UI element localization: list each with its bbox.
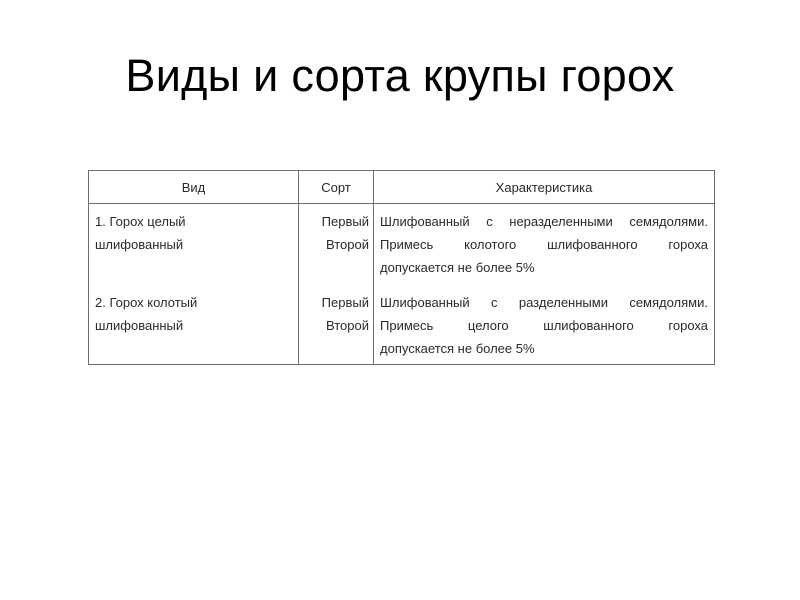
cell-characteristic — [374, 204, 715, 292]
pea-grades-table — [88, 170, 715, 365]
kind-text-line: 1. Горох целый — [95, 214, 186, 229]
kind-text-line: шлифованный — [95, 318, 184, 333]
grade-text-line: Второй — [326, 318, 369, 333]
characteristic-text-line: Шлифованный с разделенными семядолями. — [380, 295, 708, 310]
table-header-row — [89, 171, 715, 204]
kind-text-line: 2. Горох колотый — [95, 295, 198, 310]
grade-text-line: Первый — [321, 295, 369, 310]
characteristic-text-line: Примесь колотого шлифованного гороха — [380, 237, 708, 252]
cell-characteristic — [374, 291, 715, 365]
cell-grade — [299, 204, 374, 292]
header-grade: Сорт — [299, 171, 374, 204]
slide-title: Виды и сорта крупы горох — [125, 50, 675, 101]
cell-kind — [89, 204, 299, 292]
cell-kind — [89, 291, 299, 365]
grade-text-line: Первый — [321, 214, 369, 229]
table-row — [89, 291, 715, 365]
characteristic-text-line: допускается не более 5% — [380, 341, 535, 356]
characteristic-text-line: Шлифованный с неразделенными семядолями. — [380, 214, 708, 229]
table-row — [89, 204, 715, 292]
kind-text-line: шлифованный — [95, 237, 184, 252]
characteristic-text-line: допускается не более 5% — [380, 260, 535, 275]
grade-text-line: Второй — [326, 237, 369, 252]
header-kind: Вид — [89, 171, 299, 204]
header-characteristic: Характеристика — [374, 171, 715, 204]
characteristic-text-line: Примесь целого шлифованного гороха — [380, 318, 708, 333]
cell-grade — [299, 291, 374, 365]
